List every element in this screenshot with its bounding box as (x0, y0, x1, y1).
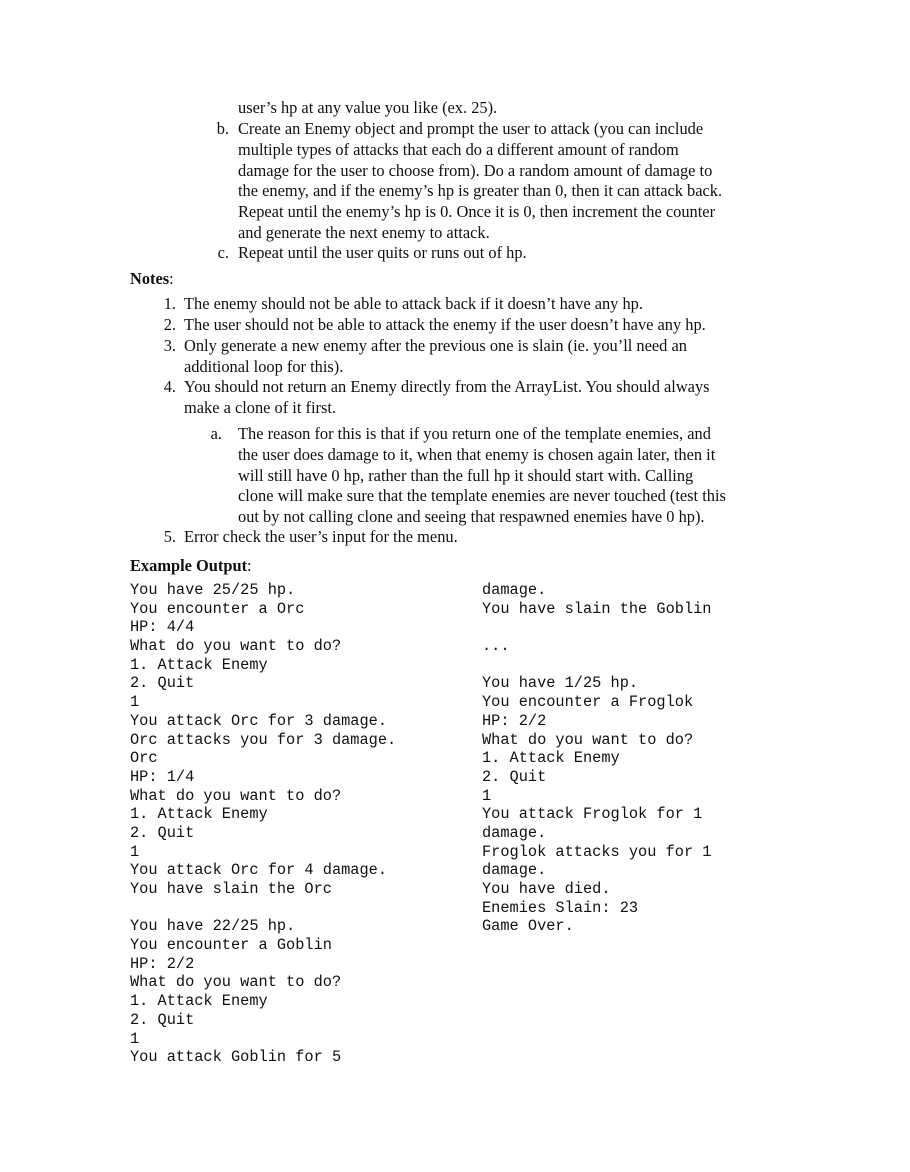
example-output-left (130, 581, 470, 1067)
sub-step-marker: b. (216, 119, 229, 138)
example-heading-colon: : (247, 556, 252, 575)
console-line: What do you want to do? (482, 730, 694, 749)
note-item (163, 527, 784, 548)
note-marker: 1. (163, 294, 176, 313)
note-marker: 4. (163, 377, 176, 396)
note-line: The user should not be able to attack the enemy if the user doesn’t have any hp. (184, 315, 706, 334)
note-item (163, 377, 784, 419)
sub-step-item (216, 119, 798, 244)
console-line: damage. (482, 581, 547, 599)
note-sub-line: clone will make sure that the template enemies are never touched (test this (238, 486, 726, 506)
console-line: What do you want to do? (130, 637, 342, 656)
console-line: You have slain the Orc (130, 880, 332, 898)
note-line: make a clone of it first. (184, 397, 337, 417)
sub-step-item (217, 243, 798, 264)
example-heading-text: Example Output (130, 556, 248, 575)
console-line: 1 (130, 693, 140, 712)
console-line: What do you want to do? (130, 786, 342, 805)
console-line: 2. Quit (130, 674, 195, 693)
console-line: 1 (482, 786, 492, 805)
example-heading (130, 556, 252, 577)
note-marker: 3. (163, 336, 176, 355)
console-line: You have 1/25 hp. (482, 674, 639, 693)
console-line: HP: 4/4 (130, 618, 195, 637)
console-line: You attack Orc for 3 damage. (130, 711, 388, 730)
console-line: HP: 2/2 (130, 954, 195, 973)
console-line (130, 899, 470, 918)
sub-step-line: multiple types of attacks that each do a different amount of random (238, 139, 679, 159)
console-line: 1. Attack Enemy (130, 992, 268, 1011)
sub-step-line: Repeat until the user quits or runs out of hp. (238, 243, 527, 262)
console-line: 1 (130, 1029, 140, 1048)
sub-step-line: damage for the user to choose from). Do a random amount of damage to (238, 160, 713, 180)
console-line: 2. Quit (130, 823, 195, 842)
console-line: ... (482, 637, 510, 656)
console-line: 1. Attack Enemy (130, 805, 268, 824)
sub-step-line: the enemy, and if the enemy’s hp is greater than 0, then it can attack back. (238, 181, 723, 201)
note-line: additional loop for this). (184, 356, 344, 376)
note-item (163, 315, 784, 336)
console-line: Orc (130, 749, 158, 768)
console-line: You have slain the Goblin (482, 599, 712, 618)
console-line: 1. Attack Enemy (482, 749, 620, 768)
console-line: Game Over. (482, 917, 574, 936)
console-line: You attack Orc for 4 damage. (130, 861, 388, 880)
console-line (482, 618, 822, 637)
console-line (482, 656, 822, 675)
notes-heading-text: Notes (130, 269, 170, 288)
console-line: 2. Quit (482, 767, 547, 786)
continuation-line: user’s hp at any value you like (ex. 25). (238, 98, 498, 117)
note-sub-line: The reason for this is that if you return one of the template enemies, and (238, 424, 711, 443)
note-sub-item (210, 424, 824, 528)
console-line: 2. Quit (130, 1010, 195, 1029)
console-line: You have 22/25 hp. (130, 917, 296, 936)
console-line: You encounter a Goblin (130, 936, 332, 955)
console-line: You have died. (482, 880, 611, 898)
console-line: damage. (482, 861, 547, 880)
console-line: You encounter a Froglok (482, 693, 694, 712)
console-line: You have 25/25 hp. (130, 581, 296, 599)
sub-step-line: and generate the next enemy to attack. (238, 222, 490, 242)
note-sub-line: the user does damage to it, when that enemy is chosen again later, then it (238, 444, 716, 464)
console-line: damage. (482, 823, 547, 842)
console-line: You attack Goblin for 5 (130, 1048, 342, 1067)
note-line: The enemy should not be able to attack back if it doesn’t have any hp. (184, 294, 643, 313)
note-item (163, 294, 784, 315)
console-line: Orc attacks you for 3 damage. (130, 730, 397, 749)
console-line: You attack Froglok for 1 (482, 805, 703, 824)
continuation-text (238, 98, 798, 119)
note-item (163, 336, 784, 378)
console-line: 1 (130, 842, 140, 861)
note-line: Error check the user’s input for the menu. (184, 527, 458, 546)
note-sub-line: out by not calling clone and seeing that respawned enemies have 0 hp). (238, 507, 705, 527)
console-line: Enemies Slain: 23 (482, 898, 639, 917)
notes-heading (130, 269, 174, 290)
console-line: Froglok attacks you for 1 (482, 842, 712, 861)
notes-heading-colon: : (169, 269, 174, 288)
console-line: HP: 2/2 (482, 711, 547, 730)
console-line: HP: 1/4 (130, 767, 195, 786)
console-line: What do you want to do? (130, 973, 342, 992)
sub-step-marker: c. (217, 243, 229, 262)
note-sub-line: will still have 0 hp, rather than the full hp it should start with. Calling (238, 465, 694, 485)
console-line: 1. Attack Enemy (130, 655, 268, 674)
note-marker: 2. (163, 315, 176, 334)
example-output-right (482, 581, 822, 936)
sub-step-line: Repeat until the enemy’s hp is 0. Once it is 0, then increment the counter (238, 202, 716, 222)
note-line: You should not return an Enemy directly from the ArrayList. You should always (184, 377, 710, 396)
console-line: You encounter a Orc (130, 599, 305, 618)
note-marker: 5. (163, 527, 176, 546)
note-line: Only generate a new enemy after the previous one is slain (ie. you’ll need an (184, 336, 687, 355)
sub-step-line: Create an Enemy object and prompt the user to attack (you can include (238, 119, 704, 138)
note-sub-marker: a. (210, 424, 222, 443)
